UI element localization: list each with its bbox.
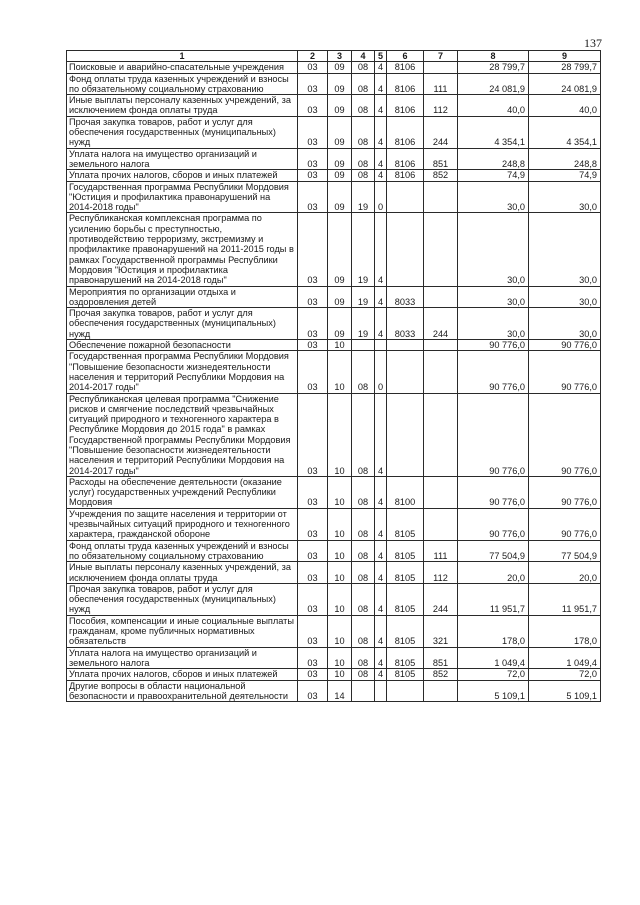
row-name: Уплата прочих налогов, сборов и иных платежей xyxy=(67,170,298,181)
amount-plan: 1 049,4 xyxy=(458,647,529,669)
subsection-code: 09 xyxy=(328,95,352,117)
row-name: Прочая закупка товаров, работ и услуг для обеспечения государственных (муниципальных) нужд xyxy=(67,116,298,148)
subsection-code: 09 xyxy=(328,148,352,170)
amount-total: 20,0 xyxy=(529,562,601,584)
section-code: 03 xyxy=(298,340,328,351)
subprogram-code: 4 xyxy=(375,62,387,73)
subprogram-code: 4 xyxy=(375,286,387,308)
row-name: Обеспечение пожарной безопасности xyxy=(67,340,298,351)
table-row xyxy=(67,62,601,73)
target-article-code: 8105 xyxy=(387,508,424,540)
target-article-code: 8100 xyxy=(387,476,424,508)
expense-type-code: 244 xyxy=(424,308,458,340)
table-row xyxy=(67,669,601,680)
program-code: 19 xyxy=(352,286,375,308)
col-header: 7 xyxy=(424,51,458,62)
section-code: 03 xyxy=(298,95,328,117)
subsection-code: 09 xyxy=(328,170,352,181)
amount-plan: 90 776,0 xyxy=(458,351,529,393)
row-name: Уплата налога на имущество организаций и земельного налога xyxy=(67,148,298,170)
amount-plan: 72,0 xyxy=(458,669,529,680)
subsection-code: 09 xyxy=(328,116,352,148)
expense-type-code: 321 xyxy=(424,615,458,647)
amount-total: 77 504,9 xyxy=(529,540,601,562)
program-code: 08 xyxy=(352,647,375,669)
expense-type-code: 112 xyxy=(424,95,458,117)
subsection-code: 10 xyxy=(328,351,352,393)
subprogram-code: 0 xyxy=(375,181,387,213)
amount-total: 178,0 xyxy=(529,615,601,647)
section-code: 03 xyxy=(298,508,328,540)
section-code: 03 xyxy=(298,562,328,584)
expense-type-code xyxy=(424,393,458,476)
program-code: 08 xyxy=(352,540,375,562)
program-code: 08 xyxy=(352,116,375,148)
amount-plan: 24 081,9 xyxy=(458,73,529,95)
expense-type-code xyxy=(424,476,458,508)
col-header: 2 xyxy=(298,51,328,62)
row-name: Иные выплаты персоналу казенных учреждений, за исключением фонда оплаты труда xyxy=(67,95,298,117)
table-row xyxy=(67,286,601,308)
amount-plan: 28 799,7 xyxy=(458,62,529,73)
subprogram-code: 4 xyxy=(375,476,387,508)
subprogram-code: 4 xyxy=(375,213,387,286)
target-article-code: 8105 xyxy=(387,562,424,584)
subprogram-code: 4 xyxy=(375,393,387,476)
target-article-code: 8105 xyxy=(387,583,424,615)
header-row xyxy=(67,51,601,62)
row-name: Фонд оплаты труда казенных учреждений и взносы по обязательному социальному страхованию xyxy=(67,540,298,562)
row-name: Пособия, компенсации и иные социальные выплаты гражданам, кроме публичных нормативных обязательств xyxy=(67,615,298,647)
target-article-code: 8106 xyxy=(387,62,424,73)
row-name: Иные выплаты персоналу казенных учреждений, за исключением фонда оплаты труда xyxy=(67,562,298,584)
subsection-code: 10 xyxy=(328,647,352,669)
row-name: Прочая закупка товаров, работ и услуг для обеспечения государственных (муниципальных) нужд xyxy=(67,308,298,340)
expense-type-code: 851 xyxy=(424,647,458,669)
section-code: 03 xyxy=(298,540,328,562)
program-code: 08 xyxy=(352,583,375,615)
target-article-code xyxy=(387,340,424,351)
amount-plan: 30,0 xyxy=(458,213,529,286)
amount-plan: 20,0 xyxy=(458,562,529,584)
page-number: 137 xyxy=(584,36,602,50)
subsection-code: 09 xyxy=(328,308,352,340)
section-code: 03 xyxy=(298,170,328,181)
amount-total: 24 081,9 xyxy=(529,73,601,95)
section-code: 03 xyxy=(298,213,328,286)
program-code: 08 xyxy=(352,562,375,584)
amount-total: 1 049,4 xyxy=(529,647,601,669)
table-row xyxy=(67,476,601,508)
program-code: 08 xyxy=(352,62,375,73)
target-article-code xyxy=(387,393,424,476)
amount-plan: 90 776,0 xyxy=(458,340,529,351)
row-name: Государственная программа Республики Мордовия "Юстиция и профилактика правонарушений на 2014-2018 годы" xyxy=(67,181,298,213)
expense-type-code: 244 xyxy=(424,583,458,615)
row-name: Учреждения по защите населения и территории от чрезвычайных ситуаций природного и техногенного характера, гражданской обороне xyxy=(67,508,298,540)
amount-total: 4 354,1 xyxy=(529,116,601,148)
section-code: 03 xyxy=(298,680,328,702)
amount-total: 30,0 xyxy=(529,308,601,340)
expense-type-code xyxy=(424,351,458,393)
col-header: 1 xyxy=(67,51,298,62)
target-article-code: 8106 xyxy=(387,73,424,95)
amount-total: 11 951,7 xyxy=(529,583,601,615)
row-name: Прочая закупка товаров, работ и услуг для обеспечения государственных (муниципальных) нужд xyxy=(67,583,298,615)
section-code: 03 xyxy=(298,116,328,148)
row-name: Уплата налога на имущество организаций и земельного налога xyxy=(67,647,298,669)
table-row xyxy=(67,583,601,615)
col-header: 4 xyxy=(352,51,375,62)
amount-plan: 11 951,7 xyxy=(458,583,529,615)
program-code: 19 xyxy=(352,308,375,340)
table-row xyxy=(67,308,601,340)
target-article-code xyxy=(387,351,424,393)
amount-total: 40,0 xyxy=(529,95,601,117)
expense-type-code: 851 xyxy=(424,148,458,170)
row-name: Поисковые и аварийно-спасательные учреждения xyxy=(67,62,298,73)
table-row xyxy=(67,680,601,702)
subprogram-code: 4 xyxy=(375,308,387,340)
table-row xyxy=(67,351,601,393)
subsection-code: 10 xyxy=(328,583,352,615)
row-name: Республиканская комплексная программа по усилению борьбы с преступностью, противодействию терроризму, экстремизму и профилактике правонарушений на 2011-2015 годы в рамках Государственной программы Республики Мордовия "Юстиция и профилактика правонарушений на 2014-2018 годы" xyxy=(67,213,298,286)
budget-table xyxy=(66,50,601,702)
table-row xyxy=(67,562,601,584)
expense-type-code xyxy=(424,62,458,73)
subsection-code: 10 xyxy=(328,508,352,540)
program-code xyxy=(352,340,375,351)
target-article-code: 8106 xyxy=(387,95,424,117)
target-article-code: 8033 xyxy=(387,286,424,308)
amount-total: 30,0 xyxy=(529,213,601,286)
section-code: 03 xyxy=(298,615,328,647)
target-article-code xyxy=(387,181,424,213)
subsection-code: 09 xyxy=(328,62,352,73)
subprogram-code: 4 xyxy=(375,669,387,680)
expense-type-code xyxy=(424,680,458,702)
program-code xyxy=(352,680,375,702)
program-code: 08 xyxy=(352,351,375,393)
program-code: 08 xyxy=(352,615,375,647)
amount-plan: 90 776,0 xyxy=(458,393,529,476)
table-row xyxy=(67,213,601,286)
subsection-code: 09 xyxy=(328,181,352,213)
subsection-code: 09 xyxy=(328,213,352,286)
expense-type-code xyxy=(424,508,458,540)
amount-total: 30,0 xyxy=(529,286,601,308)
target-article-code: 8105 xyxy=(387,669,424,680)
amount-plan: 77 504,9 xyxy=(458,540,529,562)
amount-total: 5 109,1 xyxy=(529,680,601,702)
col-header: 3 xyxy=(328,51,352,62)
target-article-code: 8106 xyxy=(387,116,424,148)
program-code: 08 xyxy=(352,95,375,117)
row-name: Государственная программа Республики Мордовия "Повышение безопасности жизнедеятельности населения и территорий Республики Мордовия на 2014-2017 годы" xyxy=(67,351,298,393)
amount-plan: 248,8 xyxy=(458,148,529,170)
target-article-code: 8033 xyxy=(387,308,424,340)
program-code: 08 xyxy=(352,170,375,181)
table-row xyxy=(67,540,601,562)
amount-total: 90 776,0 xyxy=(529,476,601,508)
subprogram-code: 4 xyxy=(375,583,387,615)
expense-type-code xyxy=(424,286,458,308)
expense-type-code: 111 xyxy=(424,540,458,562)
target-article-code: 8106 xyxy=(387,170,424,181)
section-code: 03 xyxy=(298,669,328,680)
section-code: 03 xyxy=(298,647,328,669)
subprogram-code xyxy=(375,340,387,351)
expense-type-code xyxy=(424,213,458,286)
subprogram-code: 4 xyxy=(375,508,387,540)
amount-total: 72,0 xyxy=(529,669,601,680)
subprogram-code: 4 xyxy=(375,170,387,181)
amount-plan: 5 109,1 xyxy=(458,680,529,702)
amount-plan: 4 354,1 xyxy=(458,116,529,148)
amount-plan: 74,9 xyxy=(458,170,529,181)
col-header: 8 xyxy=(458,51,529,62)
program-code: 08 xyxy=(352,669,375,680)
subprogram-code: 4 xyxy=(375,615,387,647)
amount-plan: 30,0 xyxy=(458,308,529,340)
row-name: Уплата прочих налогов, сборов и иных платежей xyxy=(67,669,298,680)
subprogram-code: 4 xyxy=(375,116,387,148)
section-code: 03 xyxy=(298,181,328,213)
target-article-code xyxy=(387,213,424,286)
table-row xyxy=(67,647,601,669)
expense-type-code: 244 xyxy=(424,116,458,148)
subprogram-code: 4 xyxy=(375,148,387,170)
expense-type-code xyxy=(424,181,458,213)
subprogram-code: 4 xyxy=(375,95,387,117)
amount-total: 90 776,0 xyxy=(529,393,601,476)
amount-plan: 30,0 xyxy=(458,286,529,308)
col-header: 9 xyxy=(529,51,601,62)
target-article-code: 8105 xyxy=(387,615,424,647)
amount-plan: 30,0 xyxy=(458,181,529,213)
subsection-code: 10 xyxy=(328,669,352,680)
expense-type-code xyxy=(424,340,458,351)
amount-total: 28 799,7 xyxy=(529,62,601,73)
subsection-code: 09 xyxy=(328,73,352,95)
subsection-code: 14 xyxy=(328,680,352,702)
subprogram-code: 4 xyxy=(375,73,387,95)
section-code: 03 xyxy=(298,148,328,170)
expense-type-code: 852 xyxy=(424,170,458,181)
row-name: Фонд оплаты труда казенных учреждений и взносы по обязательному социальному страхованию xyxy=(67,73,298,95)
row-name: Расходы на обеспечение деятельности (оказание услуг) государственных учреждений Республики Мордовия xyxy=(67,476,298,508)
table-row xyxy=(67,393,601,476)
row-name: Другие вопросы в области национальной безопасности и правоохранительной деятельности xyxy=(67,680,298,702)
target-article-code: 8106 xyxy=(387,148,424,170)
section-code: 03 xyxy=(298,308,328,340)
section-code: 03 xyxy=(298,583,328,615)
section-code: 03 xyxy=(298,73,328,95)
target-article-code: 8105 xyxy=(387,647,424,669)
subsection-code: 10 xyxy=(328,393,352,476)
amount-total: 30,0 xyxy=(529,181,601,213)
section-code: 03 xyxy=(298,62,328,73)
amount-plan: 40,0 xyxy=(458,95,529,117)
table-row xyxy=(67,615,601,647)
amount-total: 90 776,0 xyxy=(529,340,601,351)
program-code: 19 xyxy=(352,181,375,213)
subprogram-code: 4 xyxy=(375,647,387,669)
amount-total: 90 776,0 xyxy=(529,508,601,540)
col-header: 5 xyxy=(375,51,387,62)
row-name: Республиканская целевая программа "Снижение рисков и смягчение последствий чрезвычайных ситуаций природного и техногенного характера в Республике Мордовия до 2015 года" в рамках Государственной программы Республики Мордовия "Повышение безопасности жизнедеятельности населения и территорий Республики Мордовия на 2014-2017 годы" xyxy=(67,393,298,476)
subsection-code: 10 xyxy=(328,340,352,351)
target-article-code: 8105 xyxy=(387,540,424,562)
program-code: 08 xyxy=(352,148,375,170)
program-code: 08 xyxy=(352,508,375,540)
section-code: 03 xyxy=(298,393,328,476)
program-code: 19 xyxy=(352,213,375,286)
program-code: 08 xyxy=(352,476,375,508)
subprogram-code xyxy=(375,680,387,702)
expense-type-code: 852 xyxy=(424,669,458,680)
subprogram-code: 0 xyxy=(375,351,387,393)
subprogram-code: 4 xyxy=(375,562,387,584)
amount-plan: 90 776,0 xyxy=(458,508,529,540)
amount-plan: 178,0 xyxy=(458,615,529,647)
amount-plan: 90 776,0 xyxy=(458,476,529,508)
amount-total: 74,9 xyxy=(529,170,601,181)
expense-type-code: 112 xyxy=(424,562,458,584)
table-row xyxy=(67,116,601,148)
section-code: 03 xyxy=(298,286,328,308)
subsection-code: 09 xyxy=(328,286,352,308)
amount-total: 248,8 xyxy=(529,148,601,170)
subsection-code: 10 xyxy=(328,540,352,562)
program-code: 08 xyxy=(352,393,375,476)
table-row xyxy=(67,95,601,117)
table-row xyxy=(67,73,601,95)
expense-type-code: 111 xyxy=(424,73,458,95)
section-code: 03 xyxy=(298,476,328,508)
subsection-code: 10 xyxy=(328,476,352,508)
program-code: 08 xyxy=(352,73,375,95)
target-article-code xyxy=(387,680,424,702)
subsection-code: 10 xyxy=(328,562,352,584)
amount-total: 90 776,0 xyxy=(529,351,601,393)
subprogram-code: 4 xyxy=(375,540,387,562)
table-row xyxy=(67,170,601,181)
table-row xyxy=(67,340,601,351)
table-row xyxy=(67,148,601,170)
subsection-code: 10 xyxy=(328,615,352,647)
col-header: 6 xyxy=(387,51,424,62)
table-row xyxy=(67,181,601,213)
table-row xyxy=(67,508,601,540)
row-name: Мероприятия по организации отдыха и оздоровления детей xyxy=(67,286,298,308)
section-code: 03 xyxy=(298,351,328,393)
